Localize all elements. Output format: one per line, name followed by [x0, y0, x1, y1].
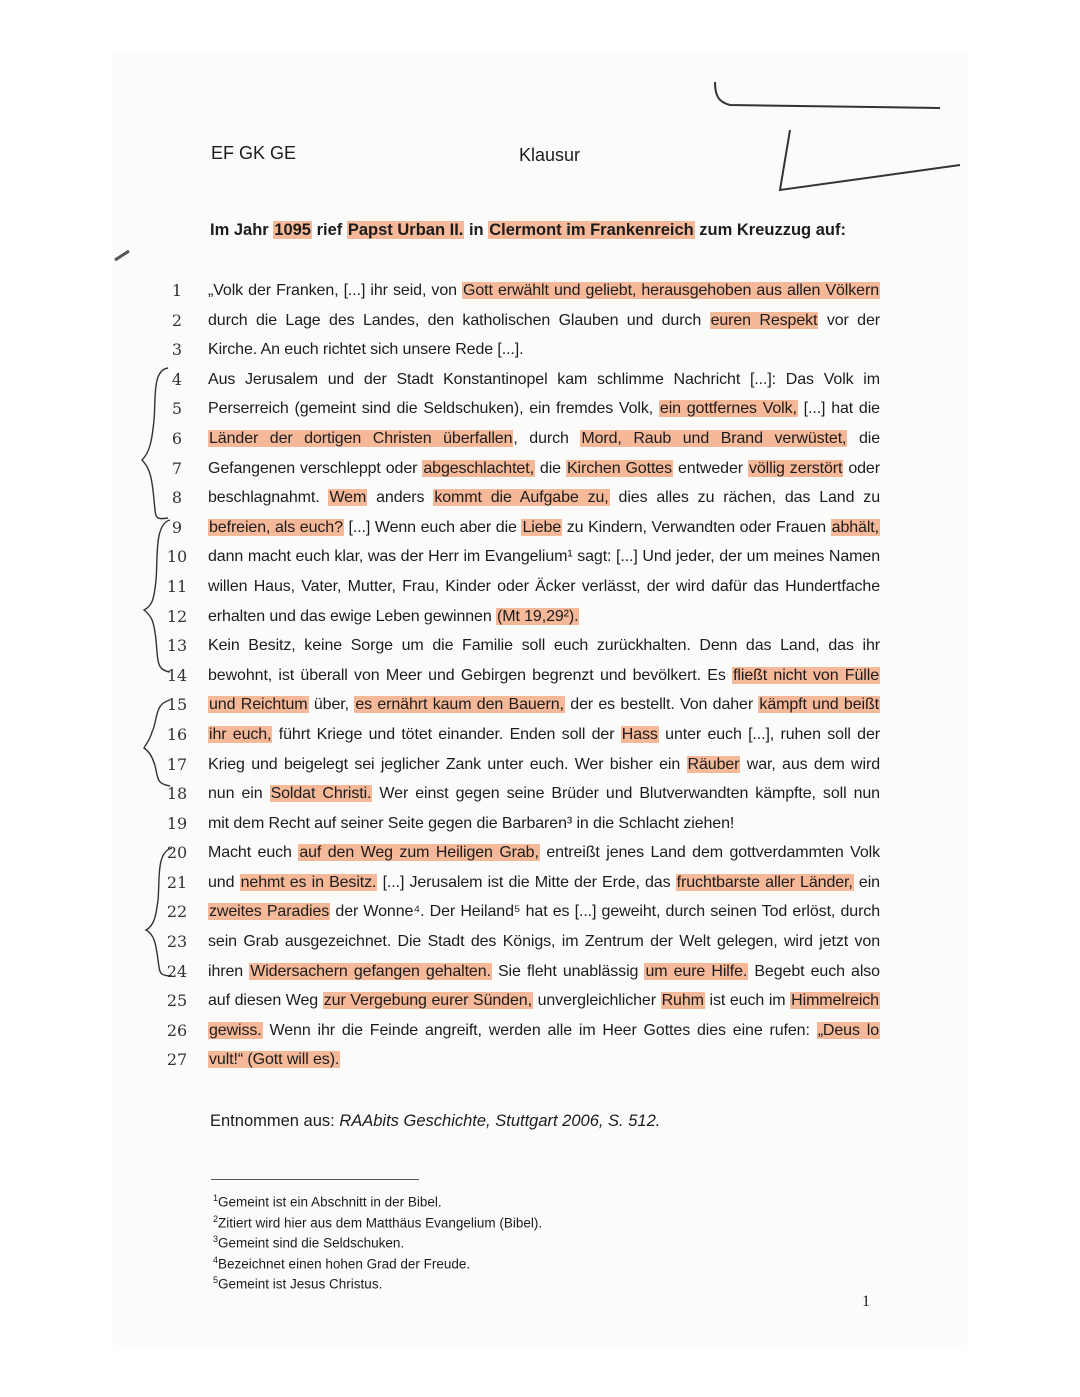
line-number: 22: [166, 902, 188, 922]
footnote-text: Gemeint sind die Seldschuken.: [218, 1235, 405, 1251]
highlighted-phrase: Hass: [621, 725, 658, 743]
pen-corner-lines: [700, 70, 980, 210]
line-text: [208, 312, 880, 330]
exam-title: Klausur: [519, 145, 581, 165]
text-span: Macht euch: [208, 844, 299, 862]
line-text: [208, 548, 880, 566]
text-span: war, aus dem wird: [740, 755, 880, 773]
line-text: [208, 667, 880, 685]
line-number: 21: [166, 872, 188, 892]
line-text: [208, 608, 880, 626]
text-span: Kein Besitz, keine Sorge um die Familie soll euch zurückhalten. Denn das Land, das ihr: [208, 637, 880, 655]
text-line: [160, 871, 890, 901]
line-number: 13: [166, 636, 188, 656]
highlighted-phrase: abhält,: [831, 518, 879, 536]
highlighted-phrase: Kirchen Gottes: [566, 459, 672, 477]
line-number: 25: [166, 991, 188, 1011]
footnote-number: 1: [213, 1193, 219, 1203]
text-line: [160, 338, 890, 368]
line-text: [208, 992, 880, 1010]
line-number: 10: [166, 547, 188, 567]
highlighted-phrase: befreien, als euch?: [209, 518, 343, 536]
line-number: 26: [166, 1020, 188, 1040]
line-number: 17: [166, 754, 188, 774]
line-text: [208, 903, 880, 921]
text-line: [160, 1048, 890, 1078]
text-span: führt Kriege und tötet einander. Enden soll der: [272, 725, 621, 743]
line-number: 24: [166, 961, 188, 981]
text-line: [160, 279, 890, 309]
text-span: durch die Lage des Landes, den katholischen Glauben und durch: [208, 311, 710, 329]
line-number: 15: [166, 695, 188, 715]
text-line: [160, 545, 890, 575]
highlighted-phrase: Liebe: [522, 518, 562, 536]
highlighted-phrase: Himmelreich: [791, 992, 879, 1010]
intro-heading: [210, 221, 910, 240]
line-text: [208, 1022, 880, 1040]
highlighted-phrase: Ruhm: [661, 992, 704, 1010]
text-span: die: [534, 459, 566, 477]
line-number: 6: [171, 428, 183, 448]
text-span: Krieg und beigelegt sei jeglicher Zank unter euch. Wer bisher ein: [208, 755, 687, 773]
highlighted-phrase: und Reichtum: [209, 696, 308, 714]
highlighted-phrase: ein gottfernes Volk,: [659, 400, 797, 418]
text-span: über,: [308, 696, 355, 714]
highlighted-phrase: es ernährt kaum den Bauern,: [355, 696, 564, 714]
line-number: 23: [166, 932, 188, 952]
text-line: [160, 812, 890, 842]
highlighted-phrase: auf den Weg zum Heiligen Grab,: [299, 844, 539, 862]
text-span: Aus Jerusalem und der Stadt Konstantinopel kam schlimme Nachricht [...]: Das Volk im: [208, 370, 880, 388]
line-text: [208, 1051, 880, 1069]
text-line: [160, 427, 890, 457]
line-number: 3: [171, 340, 183, 360]
highlighted-phrase: Soldat Christi.: [270, 785, 372, 803]
text-line: [160, 723, 890, 753]
text-line: [160, 900, 890, 930]
text-line: [160, 516, 890, 546]
highlighted-phrase: kämpft und beißt: [759, 696, 879, 714]
line-text: [208, 400, 880, 418]
line-number: 27: [166, 1050, 188, 1070]
footnote: [213, 1211, 542, 1232]
pen-tick-mark: [113, 248, 133, 262]
text-span: der Wonne⁴. Der Heiland⁵ hat es [...] geweiht, durch seinen Tod erlöst, durch: [330, 903, 880, 921]
highlighted-phrase: abgeschlachtet,: [423, 459, 534, 477]
footnote: [213, 1190, 542, 1211]
line-number: 14: [166, 665, 188, 685]
line-number: 1: [171, 281, 183, 300]
highlighted-phrase: (Mt 19,29²).: [496, 607, 579, 625]
highlighted-phrase: zur Vergebung eurer Sünden,: [323, 992, 532, 1010]
line-number: 7: [171, 458, 183, 478]
footnote-text: Bezeichnet einen hohen Grad der Freude.: [218, 1256, 471, 1271]
footnote: [213, 1252, 542, 1273]
line-number: 11: [166, 576, 188, 596]
text-line: [160, 930, 890, 960]
text-span: Wenn ihr die Feinde angreift, werden alle im Heer Gottes dies eine rufen:: [262, 1021, 817, 1039]
highlighted-phrase: kommt die Aufgabe zu,: [434, 489, 609, 507]
text-line: [160, 841, 890, 871]
text-span: Gefangenen verschleppt oder: [208, 459, 423, 477]
highlighted-phrase: zweites Paradies: [209, 903, 330, 921]
intro-person: Papst Urban II.: [347, 221, 464, 239]
text-span: die: [847, 429, 881, 447]
text-span: und: [208, 873, 240, 891]
text-span: entweder: [673, 459, 748, 477]
line-text: [208, 519, 880, 537]
text-span: [...] hat die: [797, 400, 880, 418]
footnote-number: 2: [213, 1213, 219, 1224]
line-number: 8: [171, 488, 183, 508]
highlighted-phrase: um eure Hilfe.: [645, 962, 748, 980]
line-text: [208, 371, 880, 389]
text-span: Sie fleht unablässig: [491, 962, 645, 980]
line-text: [208, 785, 880, 803]
highlighted-phrase: Räuber: [687, 755, 740, 773]
text-span: unter euch [...], ruhen soll der: [658, 725, 881, 743]
highlighted-phrase: euren Respekt: [710, 311, 818, 329]
text-line: [160, 605, 890, 635]
line-text: [208, 430, 880, 448]
text-span: ein: [853, 873, 880, 891]
highlighted-phrase: Wem: [329, 489, 367, 507]
text-span: Perserreich (gemeint sind die Seldschuken), ein fremdes Volk,: [208, 400, 659, 418]
text-span: nun ein: [208, 785, 270, 803]
text-span: anders: [367, 489, 434, 507]
text-span: dann macht euch klar, was der Herr im Evangelium¹ sagt: [...] Und jeder, der um meines Namen: [208, 548, 880, 566]
highlighted-phrase: ihr euch,: [209, 725, 272, 743]
text-span: „Volk der Franken, [...] ihr seid, von: [208, 282, 463, 299]
footnote: [213, 1231, 542, 1252]
text-line: [160, 397, 890, 427]
footnote-text: Gemeint ist Jesus Christus.: [218, 1276, 383, 1292]
line-text: [208, 756, 880, 774]
text-span: auf diesen Weg: [208, 992, 323, 1010]
line-text: [208, 726, 880, 744]
intro-pre: Im Jahr: [210, 221, 274, 239]
text-span: unvergleichlicher: [532, 992, 661, 1010]
intro-mid1: rief: [312, 221, 347, 239]
footnote-number: 3: [213, 1234, 219, 1244]
text-line: [160, 753, 890, 783]
text-span: der es bestellt. Von daher: [564, 696, 759, 714]
text-line: [160, 634, 890, 664]
line-number: 20: [166, 843, 188, 863]
highlighted-phrase: „Deus lo: [817, 1021, 879, 1039]
text-span: Kirche. An euch richtet sich unsere Rede [...].: [208, 341, 524, 359]
footnote-text: Zitiert wird hier aus dem Matthäus Evangelium (Bibel).: [218, 1215, 543, 1230]
intro-year: 1095: [274, 221, 311, 239]
text-span: ist euch im: [704, 992, 791, 1010]
highlighted-phrase: Länder der dortigen Christen überfallen: [209, 429, 513, 447]
highlighted-phrase: gewiss.: [209, 1021, 262, 1039]
text-span: [...] Jerusalem ist die Mitte der Erde, das: [377, 873, 676, 891]
highlighted-phrase: vult!“ (Gott will es).: [209, 1051, 340, 1069]
footnotes: [213, 1190, 542, 1293]
text-span: Wer einst gegen seine Brüder und Blutverwandten kämpfte, soll nun: [372, 785, 880, 803]
footnote-text: Gemeint ist ein Abschnitt in der Bibel.: [218, 1194, 442, 1210]
text-span: beschlagnahmt.: [208, 489, 329, 507]
line-text: [208, 963, 880, 981]
source-citation: [210, 1112, 660, 1131]
text-span: dies alles zu rächen, das Land zu: [609, 489, 880, 507]
line-number: 9: [171, 517, 183, 537]
text-span: entreißt jenes Land dem gottverdammten Volk: [539, 844, 880, 862]
highlighted-phrase: völlig zerstört: [748, 459, 843, 477]
line-number: 5: [171, 399, 183, 419]
line-text: [208, 933, 880, 951]
text-span: bewohnt, ist überall von Meer und Gebirgen begrenzt und bevölkert. Es: [208, 666, 733, 684]
text-line: [160, 960, 890, 990]
text-span: vor der: [818, 311, 880, 329]
line-text: [208, 578, 880, 596]
footnote-number: 4: [213, 1254, 219, 1265]
line-number: 19: [166, 813, 188, 833]
line-text: [208, 341, 880, 359]
highlighted-phrase: nehmt es in Besitz.: [240, 873, 377, 891]
text-line: [160, 309, 890, 339]
line-number: 4: [171, 369, 183, 389]
highlighted-phrase: Widersachern gefangen gehalten.: [250, 962, 491, 980]
text-span: zu Kindern, Verwandten oder Frauen: [562, 518, 831, 536]
text-span: sein Grab ausgezeichnet. Die Stadt des Königs, im Zentrum der Welt gelegen, wird jetzt von: [208, 933, 880, 951]
line-text: [208, 489, 880, 507]
line-number: 2: [171, 310, 183, 330]
line-text: [208, 637, 880, 655]
text-line: [160, 457, 890, 487]
text-span: [...] Wenn euch aber die: [343, 518, 522, 536]
text-line: [160, 989, 890, 1019]
line-number: 18: [166, 784, 188, 804]
text-span: erhalten und das ewige Leben gewinnen: [208, 607, 496, 625]
text-span: mit dem Recht auf seiner Seite gegen die Barbaren³ in die Schlacht ziehen!: [208, 814, 735, 832]
intro-mid2: in: [464, 221, 489, 239]
intro-post: zum Kreuzzug auf:: [694, 221, 846, 239]
line-text: [208, 874, 880, 892]
text-span: willen Haus, Vater, Mutter, Frau, Kinder oder Äcker verlässt, der wird dafür das Hundertfache: [208, 577, 880, 595]
intro-place: Clermont im Frankenreich: [489, 221, 694, 239]
source-title: RAAbits Geschichte, Stuttgart 2006, S. 512.: [339, 1112, 661, 1130]
footnote-divider: [211, 1179, 419, 1180]
source-prefix: Entnommen aus:: [210, 1112, 340, 1130]
highlighted-phrase: fruchtbarste aller Länder,: [676, 873, 853, 891]
highlighted-phrase: fließt nicht von Fülle: [733, 666, 879, 684]
text-span: Begebt euch also: [748, 962, 880, 980]
line-text: [208, 460, 880, 478]
line-number: 16: [166, 724, 188, 744]
page-number: 1: [862, 1293, 870, 1310]
text-line: [160, 486, 890, 516]
source-text: [160, 279, 890, 1078]
text-span: , durch: [513, 429, 581, 447]
text-span: ihren: [208, 962, 250, 980]
text-line: [160, 1019, 890, 1049]
text-line: [160, 575, 890, 605]
line-text: [208, 696, 880, 714]
text-line: [160, 664, 890, 694]
text-span: oder: [843, 459, 880, 477]
line-text: [208, 815, 880, 833]
line-text: [208, 282, 880, 300]
text-line: [160, 782, 890, 812]
footnote-number: 5: [213, 1275, 219, 1285]
text-line: [160, 693, 890, 723]
text-line: [160, 368, 890, 398]
line-text: [208, 844, 880, 862]
line-number: 12: [166, 606, 188, 626]
footnote: [213, 1272, 542, 1293]
highlighted-phrase: Mord, Raub und Brand verwüstet,: [581, 429, 847, 447]
course-label: EF GK GE: [211, 143, 297, 163]
highlighted-phrase: Gott erwählt und geliebt, herausgehoben aus allen Völkern: [463, 282, 879, 299]
